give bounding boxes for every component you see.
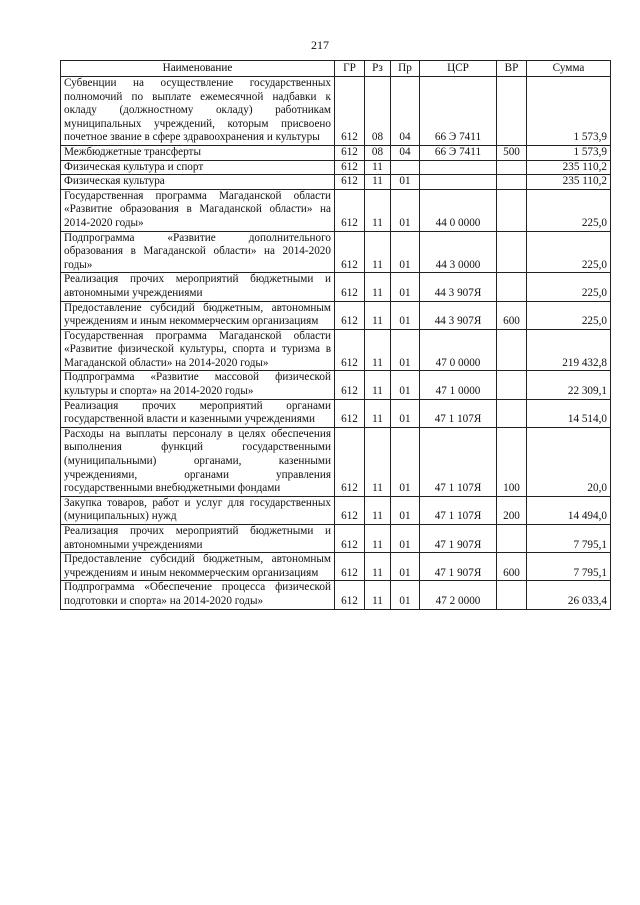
table-row — [61, 160, 611, 175]
cell-gr: 612 — [335, 496, 365, 524]
cell-vr — [497, 160, 527, 175]
header-name: Наименование — [61, 61, 335, 77]
cell-csr: 47 1 907Я — [420, 525, 497, 553]
cell-name: Реализация прочих мероприятий бюджетными и автономными учреждениями — [61, 525, 335, 553]
cell-sum: 20,0 — [527, 427, 611, 496]
header-vr: ВР — [497, 61, 527, 77]
cell-gr: 612 — [335, 301, 365, 329]
cell-name: Физическая культура и спорт — [61, 160, 335, 175]
cell-rz: 11 — [365, 175, 391, 190]
cell-name: Закупка товаров, работ и услуг для государственных (муниципальных) нужд — [61, 496, 335, 524]
cell-rz: 11 — [365, 160, 391, 175]
cell-pr: 01 — [391, 189, 420, 231]
cell-rz: 11 — [365, 231, 391, 273]
header-sum: Сумма — [527, 61, 611, 77]
cell-sum: 22 309,1 — [527, 371, 611, 399]
cell-csr — [420, 160, 497, 175]
cell-csr: 47 1 907Я — [420, 553, 497, 581]
cell-sum: 225,0 — [527, 189, 611, 231]
cell-name: Подпрограмма «Развитие дополнительного образования в Магаданской области» на 2014-2020 годы» — [61, 231, 335, 273]
table-row — [61, 231, 611, 273]
table-row — [61, 525, 611, 553]
cell-gr: 612 — [335, 160, 365, 175]
cell-sum: 1 573,9 — [527, 77, 611, 146]
cell-pr — [391, 160, 420, 175]
cell-gr: 612 — [335, 525, 365, 553]
cell-name: Реализация прочих мероприятий органами государственной власти и казенными учреждениями — [61, 399, 335, 427]
cell-gr: 612 — [335, 189, 365, 231]
cell-name: Подпрограмма «Обеспечение процесса физической подготовки и спорта» на 2014-2020 годы» — [61, 581, 335, 609]
header-gr: ГР — [335, 61, 365, 77]
table-row — [61, 189, 611, 231]
cell-sum: 14 514,0 — [527, 399, 611, 427]
cell-gr: 612 — [335, 581, 365, 609]
cell-name: Государственная программа Магаданской области «Развитие образования в Магаданской области» на 2014-2020 годы» — [61, 189, 335, 231]
cell-pr: 01 — [391, 329, 420, 371]
cell-rz: 11 — [365, 399, 391, 427]
header-pr: Пр — [391, 61, 420, 77]
table-row — [61, 77, 611, 146]
cell-name: Расходы на выплаты персоналу в целях обеспечения выполнения функций государственными (муниципальными) органами, казенными учреждениями, органами управления государственными внебюджетными фондами — [61, 427, 335, 496]
table-header-row — [61, 61, 611, 77]
cell-gr: 612 — [335, 77, 365, 146]
cell-pr: 01 — [391, 525, 420, 553]
cell-sum: 1 573,9 — [527, 145, 611, 160]
cell-sum: 7 795,1 — [527, 553, 611, 581]
cell-name: Физическая культура — [61, 175, 335, 190]
cell-name: Реализация прочих мероприятий бюджетными и автономными учреждениями — [61, 273, 335, 301]
cell-sum: 26 033,4 — [527, 581, 611, 609]
cell-csr: 47 1 107Я — [420, 427, 497, 496]
cell-name: Предоставление субсидий бюджетным, автономным учреждениям и иным некоммерческим организациям — [61, 553, 335, 581]
cell-gr: 612 — [335, 273, 365, 301]
cell-vr — [497, 525, 527, 553]
cell-csr: 47 1 107Я — [420, 399, 497, 427]
cell-vr — [497, 273, 527, 301]
cell-gr: 612 — [335, 175, 365, 190]
header-rz: Рз — [365, 61, 391, 77]
cell-pr: 01 — [391, 231, 420, 273]
cell-vr — [497, 329, 527, 371]
cell-csr: 44 3 907Я — [420, 301, 497, 329]
cell-csr: 47 1 107Я — [420, 496, 497, 524]
page-number: 217 — [311, 38, 329, 52]
cell-pr: 04 — [391, 145, 420, 160]
cell-rz: 11 — [365, 553, 391, 581]
cell-rz: 11 — [365, 427, 391, 496]
header-csr: ЦСР — [420, 61, 497, 77]
cell-rz: 11 — [365, 189, 391, 231]
cell-rz: 11 — [365, 525, 391, 553]
cell-gr: 612 — [335, 427, 365, 496]
cell-sum: 219 432,8 — [527, 329, 611, 371]
cell-pr: 04 — [391, 77, 420, 146]
cell-pr: 01 — [391, 399, 420, 427]
cell-csr: 44 0 0000 — [420, 189, 497, 231]
cell-sum: 225,0 — [527, 231, 611, 273]
cell-vr: 500 — [497, 145, 527, 160]
cell-vr — [497, 175, 527, 190]
cell-pr: 01 — [391, 496, 420, 524]
cell-vr: 100 — [497, 427, 527, 496]
cell-sum: 225,0 — [527, 273, 611, 301]
table-row — [61, 371, 611, 399]
cell-name: Межбюджетные трансферты — [61, 145, 335, 160]
table-row — [61, 145, 611, 160]
cell-sum: 225,0 — [527, 301, 611, 329]
cell-sum: 235 110,2 — [527, 175, 611, 190]
cell-pr: 01 — [391, 371, 420, 399]
cell-pr: 01 — [391, 427, 420, 496]
cell-csr: 47 1 0000 — [420, 371, 497, 399]
cell-name: Государственная программа Магаданской области «Развитие физической культуры, спорта и туризма в Магаданской области» на 2014-2020 годы» — [61, 329, 335, 371]
cell-pr: 01 — [391, 175, 420, 190]
table-row — [61, 329, 611, 371]
cell-csr: 66 Э 7411 — [420, 77, 497, 146]
cell-gr: 612 — [335, 231, 365, 273]
cell-vr — [497, 189, 527, 231]
cell-vr — [497, 77, 527, 146]
cell-gr: 612 — [335, 371, 365, 399]
cell-sum: 7 795,1 — [527, 525, 611, 553]
cell-gr: 612 — [335, 399, 365, 427]
table-row — [61, 553, 611, 581]
cell-rz: 11 — [365, 329, 391, 371]
cell-pr: 01 — [391, 301, 420, 329]
cell-rz: 11 — [365, 496, 391, 524]
table-row — [61, 581, 611, 609]
cell-vr — [497, 231, 527, 273]
table-row — [61, 496, 611, 524]
cell-vr — [497, 371, 527, 399]
cell-gr: 612 — [335, 553, 365, 581]
cell-name: Подпрограмма «Развитие массовой физической культуры и спорта» на 2014-2020 годы» — [61, 371, 335, 399]
table-row — [61, 399, 611, 427]
cell-pr: 01 — [391, 273, 420, 301]
cell-vr: 600 — [497, 301, 527, 329]
cell-csr: 44 3 907Я — [420, 273, 497, 301]
cell-csr: 47 2 0000 — [420, 581, 497, 609]
cell-rz: 11 — [365, 273, 391, 301]
cell-csr: 44 3 0000 — [420, 231, 497, 273]
cell-pr: 01 — [391, 581, 420, 609]
cell-csr: 47 0 0000 — [420, 329, 497, 371]
cell-sum: 235 110,2 — [527, 160, 611, 175]
cell-csr — [420, 175, 497, 190]
cell-rz: 11 — [365, 581, 391, 609]
cell-rz: 11 — [365, 371, 391, 399]
budget-table — [60, 60, 611, 610]
cell-sum: 14 494,0 — [527, 496, 611, 524]
cell-rz: 08 — [365, 145, 391, 160]
cell-vr — [497, 581, 527, 609]
cell-vr: 600 — [497, 553, 527, 581]
cell-pr: 01 — [391, 553, 420, 581]
cell-rz: 11 — [365, 301, 391, 329]
cell-csr: 66 Э 7411 — [420, 145, 497, 160]
table-row — [61, 301, 611, 329]
cell-gr: 612 — [335, 145, 365, 160]
table-row — [61, 427, 611, 496]
cell-vr — [497, 399, 527, 427]
cell-name: Предоставление субсидий бюджетным, автономным учреждениям и иным некоммерческим организациям — [61, 301, 335, 329]
table-row — [61, 175, 611, 190]
table-row — [61, 273, 611, 301]
cell-name: Субвенции на осуществление государственных полномочий по выплате ежемесячной надбавки к окладу (должностному окладу) работникам муниципальных учреждений, которым присвоено почетное звание в сфере здравоохранения и культуры — [61, 77, 335, 146]
cell-gr: 612 — [335, 329, 365, 371]
cell-rz: 08 — [365, 77, 391, 146]
cell-vr: 200 — [497, 496, 527, 524]
